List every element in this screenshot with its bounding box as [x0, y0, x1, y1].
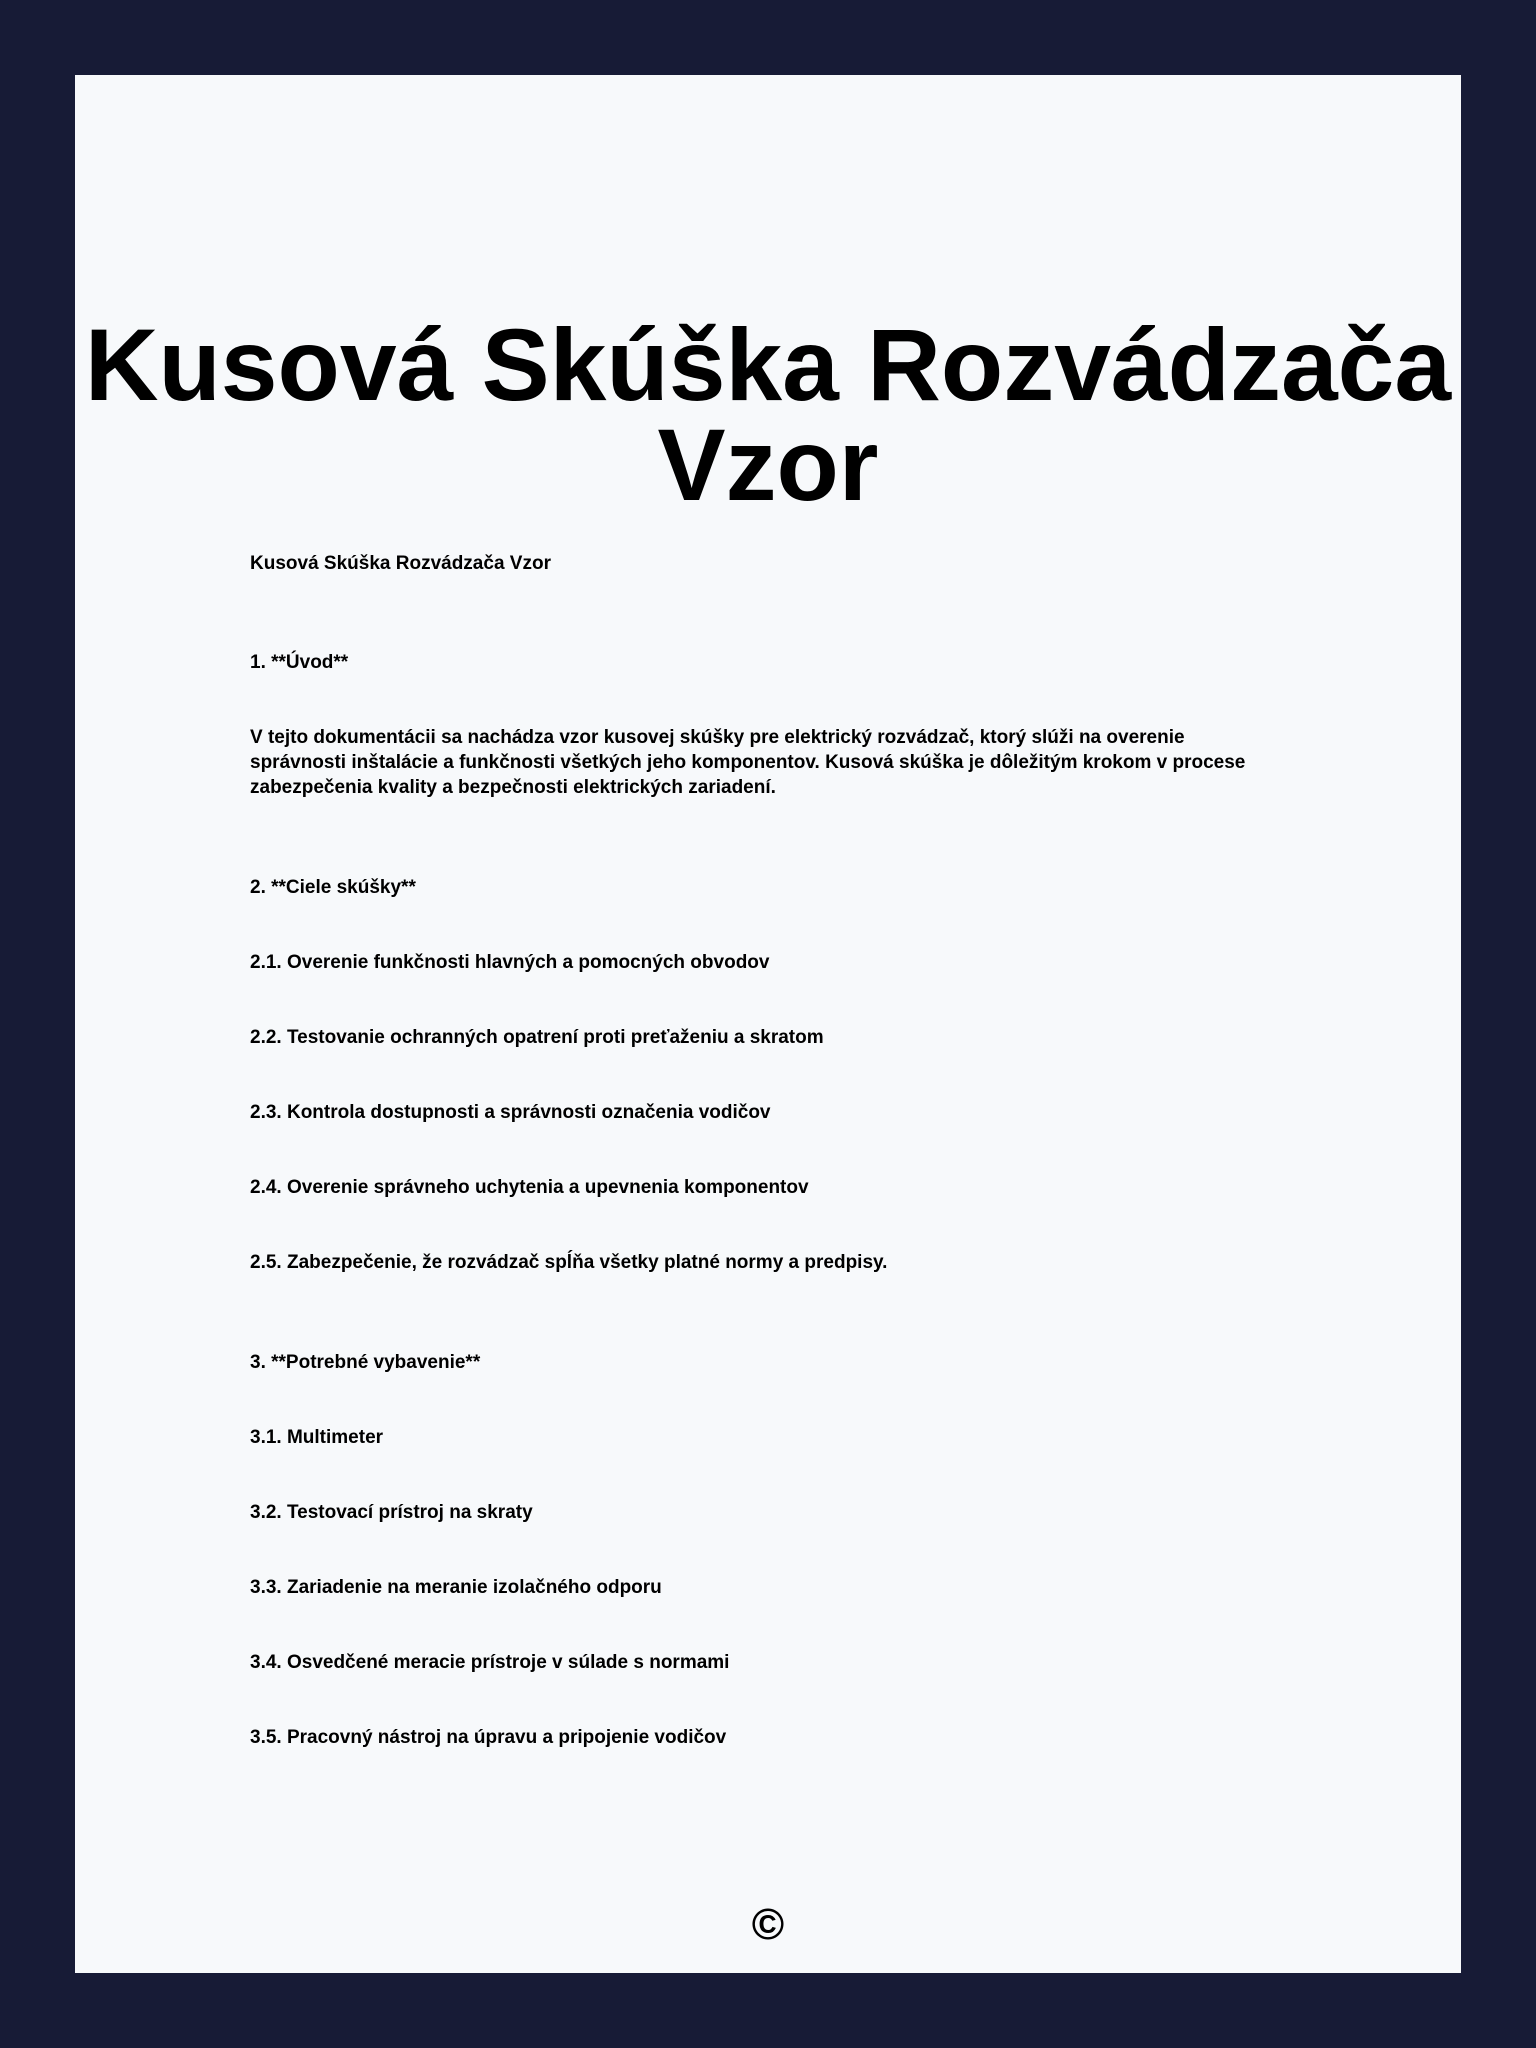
section-heading-goals: 2. **Ciele skúšky** — [250, 877, 416, 898]
list-item: 2.5. Zabezpečenie, že rozvádzač spĺňa všetky platné normy a predpisy. — [250, 1252, 888, 1273]
list-item: 3.5. Pracovný nástroj na úpravu a pripojenie vodičov — [250, 1727, 727, 1748]
intro-paragraph: V tejto dokumentácii sa nachádza vzor kusovej skúšky pre elektrický rozvádzač, ktorý slúži na overenie správnosti inštalácie a funkčnosti všetkých jeho komponentov. Kusová skúška je dôležitým krokom v procese zabezpečenia kvality a bezpečnosti elektrických zariadení. — [250, 727, 1246, 798]
list-item: 3.1. Multimeter — [250, 1427, 384, 1448]
section-heading-equipment: 3. **Potrebné vybavenie** — [250, 1352, 481, 1373]
section-heading-intro: 1. **Úvod** — [250, 652, 349, 673]
document-page — [75, 75, 1461, 1973]
list-item: 3.4. Osvedčené meracie prístroje v súlade s normami — [250, 1652, 730, 1673]
list-item: 2.2. Testovanie ochranných opatrení proti preťaženiu a skratom — [250, 1027, 824, 1048]
list-item: 2.1. Overenie funkčnosti hlavných a pomocných obvodov — [250, 952, 770, 973]
list-item: 2.3. Kontrola dostupnosti a správnosti označenia vodičov — [250, 1102, 771, 1123]
copyright-icon: © — [751, 1900, 785, 1949]
document-subtitle: Kusová Skúška Rozvádzača Vzor — [250, 553, 551, 574]
list-item: 3.2. Testovací prístroj na skraty — [250, 1502, 533, 1523]
list-item: 2.4. Overenie správneho uchytenia a upevnenia komponentov — [250, 1177, 809, 1198]
list-item: 3.3. Zariadenie na meranie izolačného odporu — [250, 1577, 662, 1598]
document-title: Kusová Skúška Rozvádzača Vzor — [84, 308, 1452, 522]
